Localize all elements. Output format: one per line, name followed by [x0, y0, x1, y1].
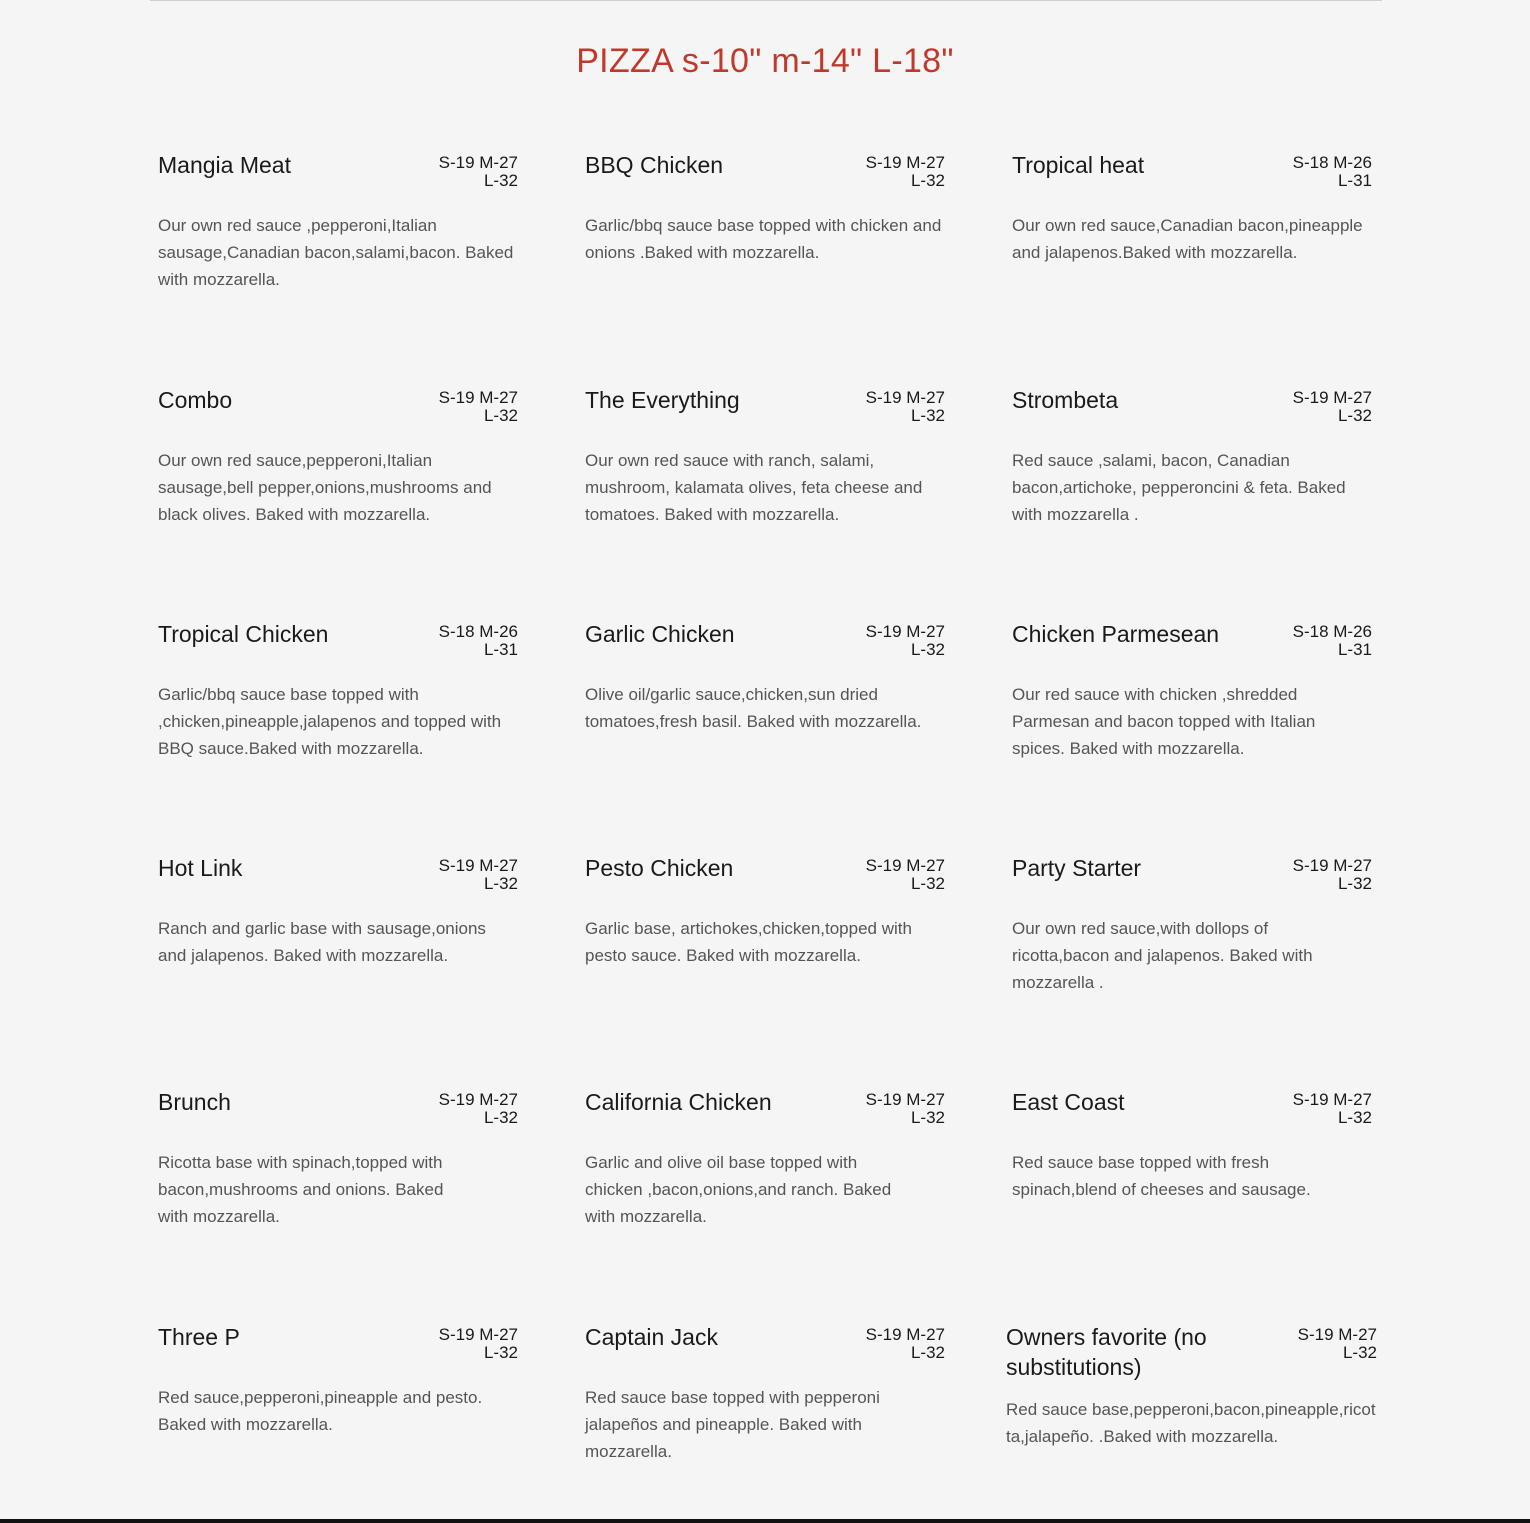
item-description: Our own red sauce ,pepperoni,Italian sausage,Canadian bacon,salami,bacon. Baked with mozzarella. — [158, 216, 514, 289]
item-description: Ricotta base with spinach,topped with bacon,mushrooms and onions. Baked with mozzarella. — [158, 1153, 444, 1226]
item-description: Garlic base, artichokes,chicken,topped with pesto sauce. Baked with mozzarella. — [585, 919, 912, 965]
menu-item-tropical-chicken — [158, 619, 518, 762]
menu-item-chicken-parmesean — [1012, 619, 1372, 762]
item-description: Our own red sauce,with dollops of ricotta,bacon and jalapenos. Baked with mozzarella . — [1012, 919, 1313, 992]
item-price: S-19 M-27 L-32 — [438, 856, 518, 893]
menu-item-bbq-chicken — [585, 150, 945, 266]
item-price: S-19 M-27 L-32 — [865, 153, 945, 190]
menu-item-captain-jack — [585, 1322, 945, 1465]
item-name: Party Starter — [1012, 855, 1142, 881]
menu-item-tropical-heat — [1012, 150, 1372, 266]
item-description: Red sauce base topped with fresh spinach,blend of cheeses and sausage. — [1012, 1153, 1311, 1199]
item-price: S-19 M-27 L-32 — [865, 388, 945, 425]
menu-item-hot-link — [158, 853, 518, 969]
item-name: Captain Jack — [585, 1324, 718, 1350]
item-price: S-19 M-27 L-32 — [438, 388, 518, 425]
item-name: Three P — [158, 1324, 240, 1350]
item-name: Combo — [158, 387, 233, 413]
top-divider — [150, 0, 1382, 1]
item-name: East Coast — [1012, 1089, 1125, 1115]
menu-item-owners-favorite — [1006, 1322, 1377, 1450]
item-price: S-19 M-27 L-32 — [865, 1090, 945, 1127]
menu-item-mangia-meat — [158, 150, 518, 293]
item-price: S-19 M-27 L-32 — [865, 622, 945, 659]
item-price: S-19 M-27 L-32 — [865, 1325, 945, 1362]
menu-item-east-coast — [1012, 1087, 1372, 1203]
menu-item-brunch — [158, 1087, 518, 1230]
menu-item-three-p — [158, 1322, 518, 1438]
item-name: BBQ Chicken — [585, 152, 724, 178]
item-name: Tropical heat — [1012, 152, 1145, 178]
item-name: Mangia Meat — [158, 152, 291, 178]
menu-item-pesto-chicken — [585, 853, 945, 969]
item-description: Red sauce ,salami, bacon, Canadian bacon,artichoke, pepperoncini & feta. Baked with mozzarella . — [1012, 451, 1346, 524]
item-name: Strombeta — [1012, 387, 1119, 413]
item-name: The Everything — [585, 387, 740, 413]
item-name: Tropical Chicken — [158, 621, 329, 647]
item-name: Garlic Chicken — [585, 621, 735, 647]
menu-item-garlic-chicken — [585, 619, 945, 735]
menu-item-strombeta — [1012, 385, 1372, 528]
item-price: S-18 M-26 L-31 — [438, 622, 518, 659]
menu-item-the-everything — [585, 385, 945, 528]
item-name: California Chicken — [585, 1089, 772, 1115]
item-description: Our own red sauce with ranch, salami, mushroom, kalamata olives, feta cheese and tomatoes. Baked with mozzarella. — [585, 451, 923, 524]
item-price: S-19 M-27 L-32 — [1292, 388, 1372, 425]
item-description: Red sauce base,pepperoni,bacon,pineapple,ricotta,jalapeño. .Baked with mozzarella. — [1006, 1400, 1376, 1446]
menu-item-party-starter — [1012, 853, 1372, 996]
item-description: Red sauce,pepperoni,pineapple and pesto. Baked with mozzarella. — [158, 1388, 483, 1434]
item-description: Garlic/bbq sauce base topped with chicken and onions .Baked with mozzarella. — [585, 216, 942, 262]
item-description: Our red sauce with chicken ,shredded Parmesan and bacon topped with Italian spices. Baked with mozzarella. — [1012, 685, 1316, 758]
item-description: Our own red sauce,Canadian bacon,pineapple and jalapenos.Baked with mozzarella. — [1012, 216, 1363, 262]
item-price: S-19 M-27 L-32 — [438, 1090, 518, 1127]
item-name: Hot Link — [158, 855, 243, 881]
item-price: S-18 M-26 L-31 — [1292, 153, 1372, 190]
item-price: S-19 M-27 L-32 — [1292, 856, 1372, 893]
item-name: Chicken Parmesean — [1012, 621, 1220, 647]
item-price: S-19 M-27 L-32 — [438, 1325, 518, 1362]
item-description: Garlic and olive oil base topped with chicken ,bacon,onions,and ranch. Baked with mozzarella. — [585, 1153, 892, 1226]
item-name: Pesto Chicken — [585, 855, 734, 881]
item-description: Our own red sauce,pepperoni,Italian sausage,bell pepper,onions,mushrooms and black olives. Baked with mozzarella. — [158, 451, 492, 524]
item-description: Olive oil/garlic sauce,chicken,sun dried tomatoes,fresh basil. Baked with mozzarella. — [585, 685, 922, 731]
item-name: Owners favorite (no substitutions) — [1006, 1324, 1207, 1380]
bottom-divider — [0, 1519, 1530, 1523]
item-description: Ranch and garlic base with sausage,onions and jalapenos. Baked with mozzarella. — [158, 919, 486, 965]
item-description: Red sauce base topped with pepperoni jalapeños and pineapple. Baked with mozzarella. — [585, 1388, 880, 1461]
item-price: S-19 M-27 L-32 — [1292, 1090, 1372, 1127]
item-price: S-19 M-27 L-32 — [865, 856, 945, 893]
section-title: PIZZA s-10" m-14" L-18" — [576, 42, 954, 80]
menu-item-combo — [158, 385, 518, 528]
item-price: S-19 M-27 L-32 — [438, 153, 518, 190]
menu-item-california-chicken — [585, 1087, 945, 1230]
item-description: Garlic/bbq sauce base topped with ,chicken,pineapple,jalapenos and topped with BBQ sauce.Baked with mozzarella. — [158, 685, 502, 758]
item-name: Brunch — [158, 1089, 231, 1115]
item-price: S-18 M-26 L-31 — [1292, 622, 1372, 659]
item-price: S-19 M-27 L-32 — [1297, 1325, 1377, 1362]
